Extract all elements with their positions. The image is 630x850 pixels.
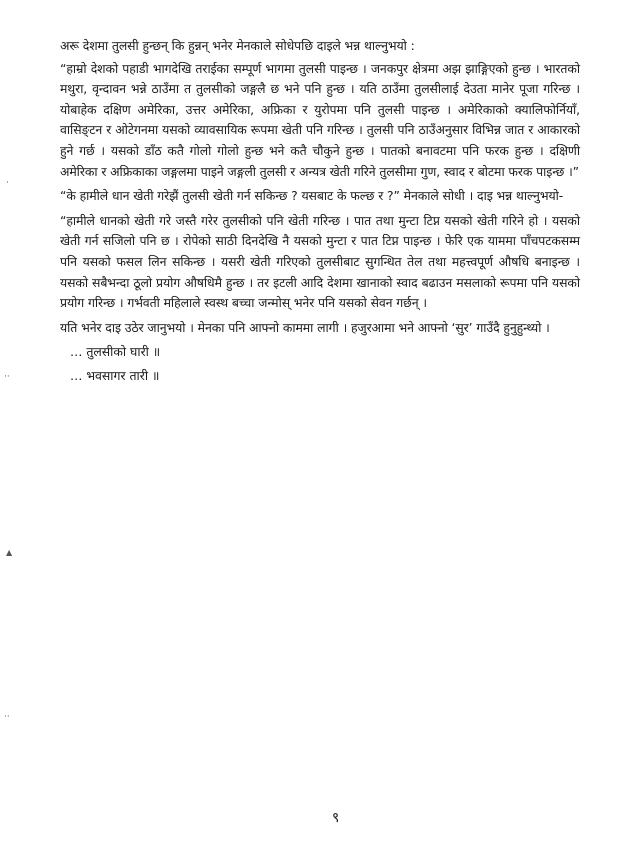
question-paragraph: “के हामीले धान खेती गरेझैं तुलसी खेती गर्न सकिन्छ ? यसबाट के फल्छ र ?” मेनकाले सोधी । दाइ भन्न थाल्नुभयो- — [60, 188, 564, 204]
scan-speck: ·· — [4, 372, 10, 382]
intro-paragraph: अरू देशमा तुलसी हुन्छन् कि हुन्नन् भनेर मेनकाले सोधेपछि दाइले भन्न थाल्नुभयो : — [60, 38, 415, 53]
verse-line-2: … भवसागर तारी ॥ — [70, 368, 160, 384]
page-body — [60, 36, 580, 390]
scan-speck: ▲ — [6, 548, 13, 557]
scan-speck: ·· — [4, 712, 10, 722]
cultivation-paragraph: “हामीले धानको खेती गरे जस्तै गरेर तुलसीको पनि खेती गरिन्छ । पात तथा मुन्टा टिप्न यसको खेती गरिने हो । यसको खेती गर्न सजिलो पनि छ । रोपेको साठी दिनदेखि नै यसको मुन्टा र पात टिप्न पाइन्छ । फेरि एक याममा पाँचपटकसम्म पनि यसको फसल लिन सकिन्छ । यसरी खेती गरिएको तुलसीबाट सुगन्धित तेल तथा महत्त्वपूर्ण औषधि बनाइन्छ । यसको सबैभन्दा ठूलो प्रयोग औषधिमै हुन्छ । तर इटली आदि देशमा खानाको स्वाद बढाउन मसलाको रूपमा पनि यसको प्रयोग गरिन्छ । गर्भवती महिलाले स्वस्थ बच्चा जन्मोस् भनेर पनि यसको सेवन गर्छन् । — [60, 212, 580, 311]
scan-speck: · — [6, 178, 9, 188]
page-number: ९ — [332, 810, 340, 826]
verse-line-1: … तुलसीको घारी ॥ — [70, 344, 161, 360]
tulsi-distribution-paragraph: “हाम्रो देशको पहाडी भागदेखि तराईका सम्पूर्ण भागमा तुलसी पाइन्छ । जनकपुर क्षेत्रमा अझ झाङ्गिएको हुन्छ । भारतको मथुरा, वृन्दावन भन्ने ठाउँमा त तुलसीको जङ्गलै छ भने पनि हुन्छ । यति ठाउँमा तुलसीलाई देउता मानेर पूजा गरिन्छ । योबाहेक दक्षिण अमेरिका, उत्तर अमेरिका, अफ्रिका र युरोपमा पनि तुलसी पाइन्छ । अमेरिकाको क्यालिफोर्नियाँ, वासिङ्टन र ओटेगनमा यसको व्यावसायिक रूपमा खेती पनि गरिन्छ । तुलसी पनि ठाउँअनुसार विभिन्न जात र आकारको हुने गर्छ । यसको डाँठ कतै गोलो गोलो हुन्छ भने कतै चौकुने हुन्छ । पातको बनावटमा पनि फरक हुन्छ । दक्षिणी अमेरिका र अफ्रिकाका जङ्गलमा पाइने जङ्गली तुलसी र अन्यत्र खेती गरिने तुलसीमा गुण, स्वाद र बोटमा फरक पाइन्छ ।” — [60, 60, 580, 179]
closing-paragraph: यति भनेर दाइ उठेर जानुभयो । मेनका पनि आफ्नो काममा लागी । हजुरआमा भने आफ्नो ‘सुर’ गाउँदै हुनुहुन्थ्यो । — [60, 319, 550, 335]
